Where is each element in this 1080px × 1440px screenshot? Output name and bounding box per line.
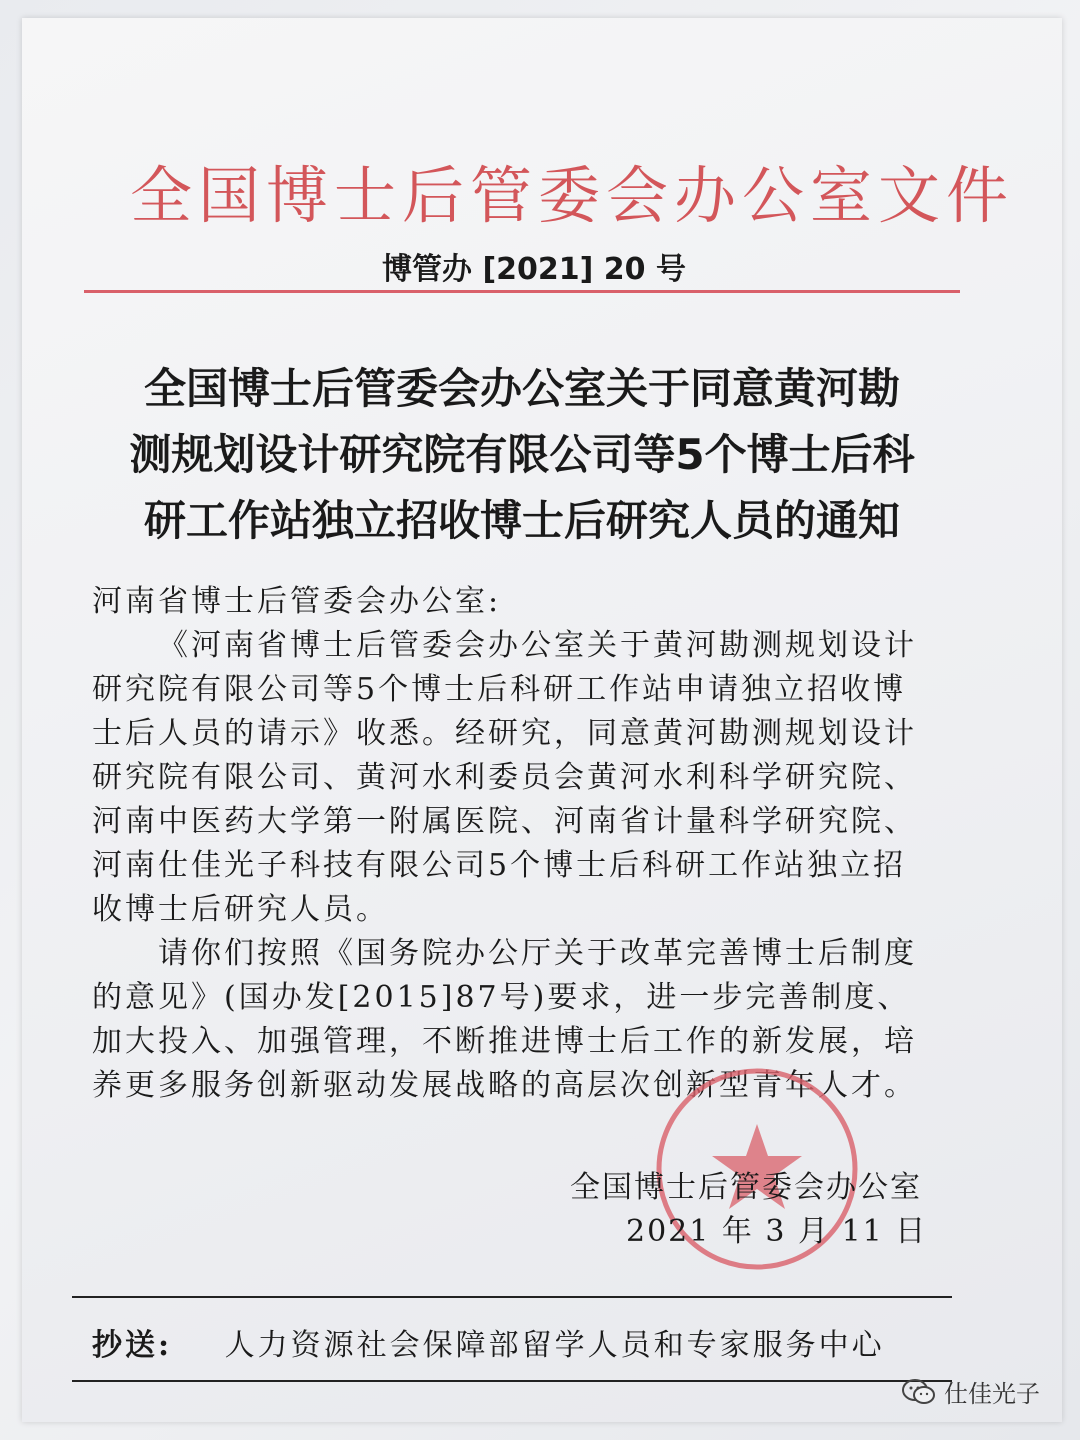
cc-recipient: 人力资源社会保障部留学人员和专家服务中心 [224,1328,885,1363]
body-paragraph-1: 《河南省博士后管委会办公室关于黄河勘测规划设计研究院有限公司等5个博士后科研工作站申请独立招收博士后人员的请示》收悉。经研究，同意黄河勘测规划设计研究院有限公司、黄河水利委员会黄河水利科学研究院、河南中医药大学第一附属医院、河南省计量科学研究院、河南仕佳光子科技有限公司5个博士后科研工作站独立招收博士后研究人员。 [92,628,917,927]
cc-line [92,1320,885,1364]
wechat-icon [902,1378,936,1406]
wechat-watermark [902,1374,1040,1409]
document-number: 博管办 [2021] 20 号 [382,252,686,287]
signature-organization: 全国博士后管委会办公室 [570,1170,922,1205]
notice-title-line: 测规划设计研究院有限公司等5个博士后科 [129,430,915,479]
cc-divider-bottom [72,1380,952,1382]
cc-divider-top [72,1296,952,1298]
notice-title-line: 全国博士后管委会办公室关于同意黄河勘 [143,364,900,413]
addressee: 河南省博士后管委会办公室: [92,584,502,619]
issue-date: 2021 年 3 月 11 日 [626,1214,928,1249]
body-paragraph-2: 请你们按照《国务院办公厅关于改革完善博士后制度的意见》(国办发[2015]87号)要求，进一步完善制度、加大投入、加强管理，不断推进博士后工作的新发展，培养更多服务创新驱动发展战略的高层次创新型青年人才。 [92,936,917,1103]
header-divider [84,290,960,293]
watermark-text: 仕佳光子 [944,1380,1040,1408]
notice-title [92,356,952,554]
document-page [22,18,1062,1422]
document-header-title: 全国博士后管委会办公室文件 [130,159,1015,232]
notice-title-line: 研工作站独立招收博士后研究人员的通知 [143,496,900,545]
cc-label: 抄送: [92,1328,173,1363]
